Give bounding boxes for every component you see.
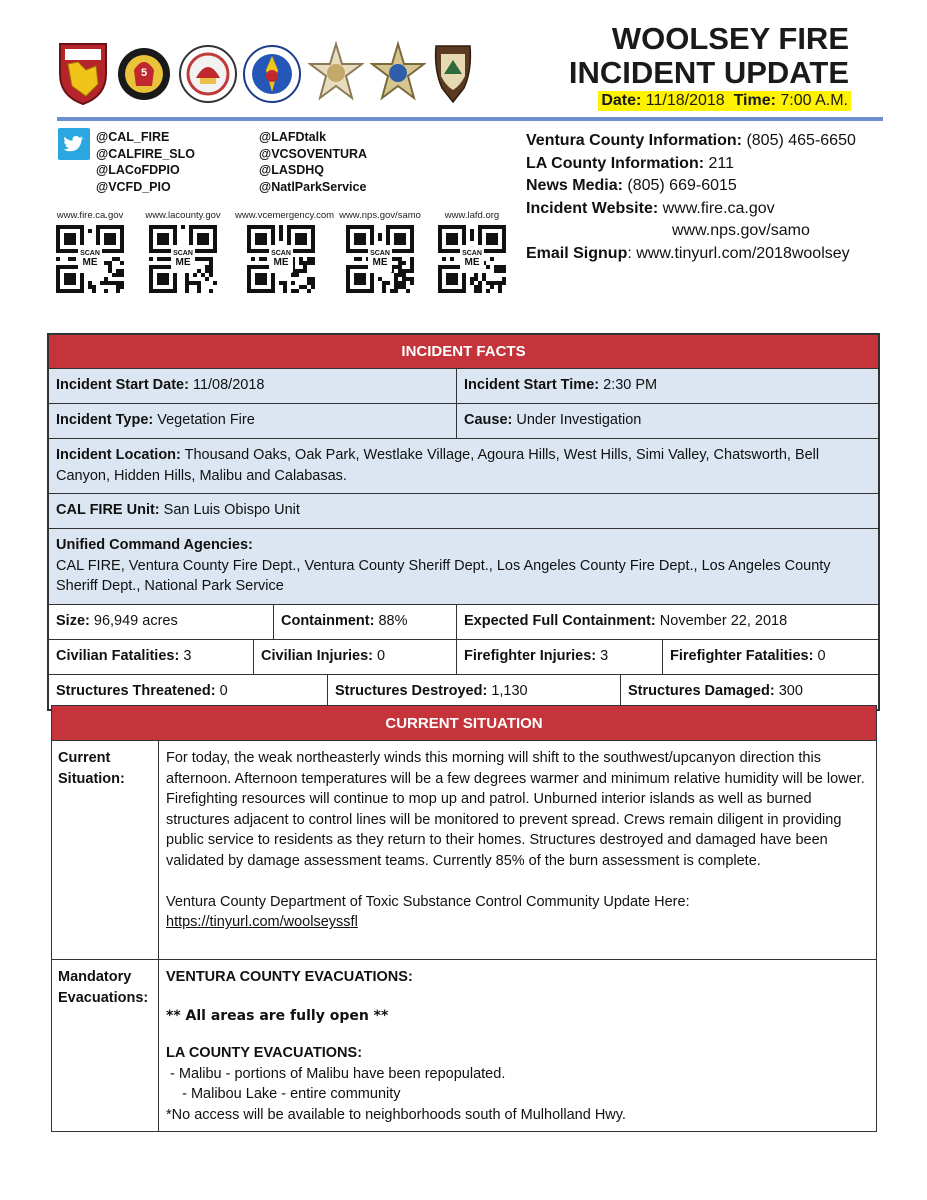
civilian-fatalities-cell: Civilian Fatalities: 3	[49, 640, 254, 674]
time-value: 7:00 A.M.	[780, 92, 848, 109]
qr-scan-label: SCAN ME	[269, 245, 293, 273]
full-containment-cell: Expected Full Containment: November 22, 2018	[464, 613, 788, 629]
social-handles-col-1	[96, 129, 195, 195]
qr-scan-label: SCAN ME	[171, 245, 195, 273]
social-handles-col-2	[259, 129, 367, 195]
size-cell: Size: 96,949 acres	[49, 605, 274, 639]
website-link-1[interactable]: www.fire.ca.gov	[662, 199, 775, 217]
time-label: Time:	[733, 92, 776, 109]
email-line: Email Signup: www.tinyurl.com/2018woolsey	[526, 244, 850, 262]
social-handle[interactable]: @CALFIRE_SLO	[96, 146, 195, 161]
svg-text:5: 5	[140, 67, 148, 79]
facts-row-unit	[49, 494, 878, 529]
email-link[interactable]: : www.tinyurl.com/2018woolsey	[627, 244, 850, 262]
sheriff-star-icon	[370, 40, 426, 106]
qr-url: www.lacounty.gov	[145, 210, 221, 221]
qr-url: www.nps.gov/samo	[339, 210, 421, 221]
imt5-badge-icon	[116, 40, 172, 106]
situation-row-evacuations	[52, 960, 876, 1131]
qr-block[interactable]	[44, 210, 136, 293]
social-handle[interactable]: @CAL_FIRE	[96, 130, 170, 144]
facts-row-size	[49, 605, 878, 640]
qr-block[interactable]	[137, 210, 229, 293]
qr-url: www.vcemergency.com	[235, 210, 335, 221]
mandatory-evacuations-label: Mandatory Evacuations:	[52, 960, 159, 1131]
website-line: Incident Website: www.fire.ca.gov	[526, 199, 775, 217]
toxic-update-link[interactable]: https://tinyurl.com/woolseyssfl	[166, 914, 358, 931]
la-evac-heading: LA COUNTY EVACUATIONS:	[166, 1045, 363, 1062]
start-time-cell: Incident Start Time: 2:30 PM	[464, 377, 658, 393]
social-handle[interactable]: @NatlParkService	[259, 179, 367, 194]
facts-row-type	[49, 404, 878, 439]
qr-code-icon[interactable]	[149, 225, 217, 293]
current-situation-text: For today, the weak northeasterly winds this morning will shift to the southwest/upcanyon direction this afternoon. Afternoon temperatures will be a few degrees warmer and minimum relative humidity will be lower. Firefighting resources will continue to mop up and patrol. Unburned interior islands as well as burned structures adjacent to control lines will be monitored to prevent spread. Crews remain diligent in providing public service to residents as they return to their homes. Structures destroyed and damaged have been validated by damage assessment teams. Currently 85% of the burn assessment is complete.	[166, 750, 865, 869]
website-link-2[interactable]: www.nps.gov/samo	[672, 222, 810, 239]
document-title	[569, 22, 849, 90]
media-line: News Media: (805) 669-6015	[526, 177, 737, 194]
current-situation-label: Current Situation:	[52, 741, 159, 959]
la-county-fire-seal-icon	[178, 40, 238, 106]
start-date-cell: Incident Start Date: 11/08/2018	[49, 369, 457, 403]
evacuations-body	[159, 960, 876, 1131]
nps-arrowhead-icon	[430, 40, 476, 106]
ventura-phone[interactable]: (805) 465-6650	[746, 132, 856, 149]
incident-facts-table	[47, 333, 880, 711]
twitter-icon	[58, 128, 90, 160]
incident-type-cell: Incident Type: Vegetation Fire	[49, 404, 457, 438]
qr-block[interactable]	[235, 210, 335, 293]
social-handle[interactable]: @LACoFDPIO	[96, 163, 180, 177]
unified-command-cell: Unified Command Agencies: CAL FIRE, Ventura County Fire Dept., Ventura County Sheriff Dept., Los Angeles County Fire Dept., Los Angeles County Sheriff Dept., National Park Service	[56, 537, 831, 594]
la-phone[interactable]: 211	[708, 154, 735, 172]
qr-url: www.fire.ca.gov	[56, 210, 124, 221]
structures-threatened-cell: Structures Threatened: 0	[49, 675, 328, 709]
social-handle[interactable]: @VCSOVENTURA	[259, 146, 368, 161]
facts-row-agencies	[49, 529, 878, 605]
social-handle[interactable]: @LASDHQ	[259, 163, 324, 177]
current-situation-body	[159, 741, 876, 959]
firefighter-injuries-cell: Firefighter Injuries: 3	[457, 640, 663, 674]
date-value: 11/18/2018	[645, 92, 725, 109]
sheriff-star-icon	[308, 40, 364, 106]
containment-cell: Containment: 88%	[274, 605, 457, 639]
qr-code-icon[interactable]	[56, 225, 124, 293]
toxic-update-text: Ventura County Department of Toxic Substance Control Community Update Here:	[166, 893, 690, 910]
qr-scan-label: SCAN ME	[368, 245, 392, 273]
structures-damaged-cell: Structures Damaged: 300	[628, 683, 803, 699]
structures-destroyed-cell: Structures Destroyed: 1,130	[328, 675, 621, 709]
website-line-2	[526, 220, 856, 243]
social-handle[interactable]: @VCFD_PIO	[96, 179, 171, 194]
media-phone[interactable]: (805) 669-6015	[627, 177, 737, 194]
date-label: Date:	[601, 92, 642, 109]
incident-location-cell: Incident Location: Thousand Oaks, Oak Park, Westlake Village, Agoura Hills, West Hills, Simi Valley, Chatsworth, Bell Canyon, Hidden Hills, Malibu and Calabasas.	[56, 447, 820, 484]
ventura-evac-heading: VENTURA COUNTY EVACUATIONS:	[166, 969, 413, 985]
facts-row-casualties	[49, 640, 878, 675]
title-line-1: WOOLSEY FIRE	[611, 21, 849, 56]
cal-fire-unit-cell: CAL FIRE Unit: San Luis Obispo Unit	[56, 502, 300, 518]
facts-row-start	[49, 369, 878, 404]
current-situation-header: CURRENT SITUATION	[52, 706, 876, 741]
qr-url: www.lafd.org	[444, 210, 500, 221]
ventura-fire-seal-icon	[242, 40, 302, 106]
qr-code-icon[interactable]	[247, 225, 315, 293]
incident-facts-header: INCIDENT FACTS	[49, 335, 878, 369]
situation-row-current	[52, 741, 876, 960]
date-time-line	[598, 91, 851, 111]
cal-fire-shield-icon	[56, 40, 110, 106]
la-evac-note: *No access will be available to neighborhoods south of Mulholland Hwy.	[166, 1106, 626, 1123]
la-info-line: LA County Information: 211	[526, 154, 735, 172]
qr-block[interactable]	[426, 210, 518, 293]
la-evac-item-2: - Malibou Lake - entire community	[166, 1086, 401, 1103]
facts-row-structures	[49, 675, 878, 709]
ventura-evac-status: ** All areas are fully open **	[166, 1007, 389, 1024]
cause-cell: Cause: Under Investigation	[464, 412, 642, 428]
la-evac-item-1: - Malibu - portions of Malibu have been repopulated.	[166, 1065, 506, 1082]
ventura-info-line: Ventura County Information: (805) 465-6650	[526, 132, 856, 149]
civilian-injuries-cell: Civilian Injuries: 0	[254, 640, 457, 674]
qr-scan-label: SCAN ME	[78, 245, 102, 273]
header-divider	[57, 117, 883, 121]
qr-code-icon[interactable]	[346, 225, 414, 293]
firefighter-fatalities-cell: Firefighter Fatalities: 0	[670, 648, 826, 664]
current-situation-table	[51, 705, 877, 1132]
social-handle[interactable]: @LAFDtalk	[259, 130, 327, 144]
qr-block[interactable]	[334, 210, 426, 293]
contact-info	[526, 130, 856, 265]
facts-row-location	[49, 439, 878, 494]
qr-scan-label: SCAN ME	[460, 245, 484, 273]
title-line-2: INCIDENT UPDATE	[568, 55, 849, 90]
agency-logos	[56, 40, 476, 110]
qr-code-icon[interactable]	[438, 225, 506, 293]
